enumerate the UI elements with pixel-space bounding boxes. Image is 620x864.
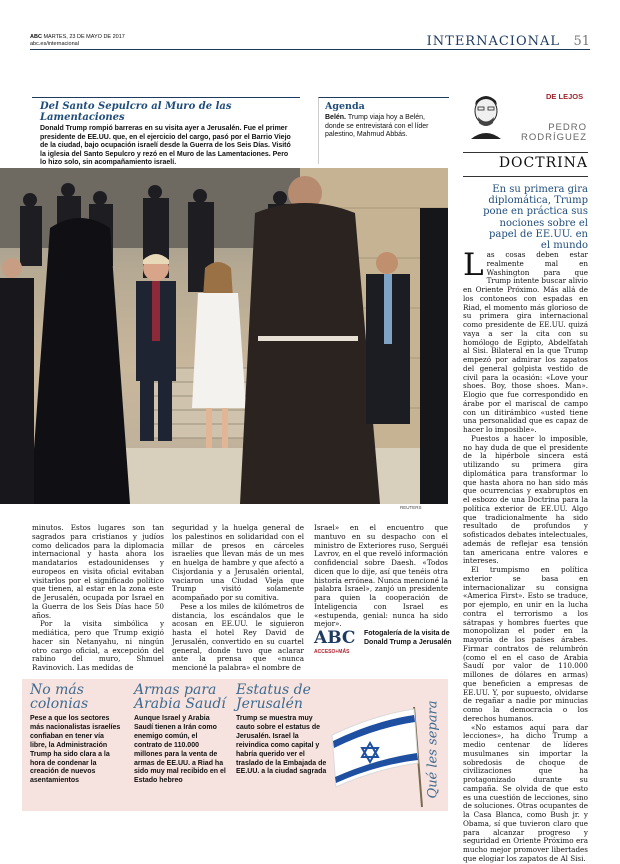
page-header-meta <box>30 34 125 48</box>
body-paragraph: seguridad y la huelga general de los palestinos en solidaridad con el millar de presos en cárceles israelíes que llevan más de un mes en huelga de hambre y que afectó a Cisjordania y a Jerusalén oriental, vaciaron una Ciudad Vieja que Trump visitó solamente acompañado por su comitiva. <box>172 523 304 602</box>
comparison-text: Pese a que los sectores más nacionalistas israelíes confiaban en tener vía libre, la Administración Trump ha sido clara a la hora de condenar la creación de nuevos asentamientos <box>30 715 121 785</box>
israel-flag-illustration <box>330 705 424 809</box>
photo-credit: REUTERS <box>400 505 422 510</box>
vertical-label-text: Qué les separa <box>425 700 441 799</box>
abc-access-label: ACCESO+MÁS <box>314 649 350 655</box>
body-paragraph: Pese a los miles de kilómetros de distancia, los escándalos que le acosan en EE.UU. le siguieron hasta el hotel Rey David de Jerusalén, convertido en su cuartel general, donde tuvo que aclarar ante la prensa que «nunca mencioné la palabra» el nombre de <box>172 601 304 672</box>
lead-title: Del Santo Sepulcro al Muro de las Lamentaciones <box>40 101 232 123</box>
section-title: INTERNACIONAL <box>426 34 560 49</box>
comparison-text: Aunque Israel y Arabia Saudí tienen a Irán como enemigo común, el contrato de 110.000 millones para la venta de armas de EE.UU. a Riad ha sido muy mal recibido en el Estado hebreo <box>134 715 226 785</box>
column-title: DOCTRINA <box>463 152 588 171</box>
page-number: 51 <box>573 34 590 49</box>
agenda-box <box>318 97 449 164</box>
column-paragraph: «No estamos aquí para dar lecciones», ha dicho Trump a medio centenar de líderes musulmanes sin importar la sobredosis de choque de civilizaciones que ha protagonizado durante su campaña. Se olvida de que esto es una cuestión de lecciones, sino de soluciones. Otras ocupantes de la Casa Blanca, como Bush jr. y Obama, sí que tuvieron claro que para alcanzar progreso y seguridad en Oriente Próximo era mucho mejor promover libertades que elogiar los zapatos de Al Sisi. <box>463 722 588 863</box>
column-paragraph <box>463 247 588 435</box>
column-body <box>463 247 588 864</box>
photo-illustration <box>0 168 448 504</box>
column-paragraph: El trumpismo en política exterior se basa en internacionalizar su consigna «America First». Esto se traduce, por ejemplo, en unir en la lucha contra el terrorismo a los sátrapas y hombres fuertes que monopolizan el poder en la mayoría de los países árabes. Firmar contratos de relumbrón (como el en el caso de Arabia Saudí por valor de 110.000 millones de dólares en armas) que beneficien a empresas de EE.UU. Y, por supuesto, olvidarse de regañar a nadie por minucias como la democracia o los derechos humanos. <box>463 565 588 723</box>
comparison-title: Estatus de Jerusalén <box>236 682 311 712</box>
body-paragraph: minutos. Estos lugares son tan sagrados para cristianos y judíos como delicados para la diplomacia internacional y hasta ahora los mandatarios estadounidenses y europeos en visita oficial evitaban visitarlos por el significado político que tienen, al estar en la zona este de Jerusalén, ocupada por Israel en la Guerra de los Seis Días hace 50 años. <box>32 523 164 620</box>
section-url: abc.es/internacional <box>30 41 79 47</box>
column-kicker: DE LEJOS <box>546 92 584 101</box>
column-author <box>507 123 587 143</box>
author-last-name: RODRÍGUEZ <box>521 132 587 143</box>
comparison-vertical-label <box>425 690 439 806</box>
main-photo <box>0 168 448 504</box>
comparison-box <box>22 679 448 811</box>
body-column-2 <box>172 524 304 673</box>
agenda-title: Agenda <box>325 101 365 112</box>
lead-box <box>32 97 300 167</box>
comparison-item <box>236 683 328 777</box>
body-paragraph: Por la visita simbólica y mediática, pero que Trump exigió hacer sin Netanyahu, ni ningún otro cargo oficial, a excepción del rabino del muro, Shmuel Ravinovich. Las medidas de <box>32 619 164 672</box>
column-subtitle: En su primera gira diplomática, Trump pone en práctica sus nociones sobre el papel de EE.UU. en el mundo <box>483 184 588 252</box>
comparison-title: Armas para Arabia Saudí <box>134 682 226 712</box>
body-column-1 <box>32 524 164 673</box>
column-rule <box>463 176 588 177</box>
agenda-text <box>325 114 443 140</box>
comparison-item <box>30 683 122 786</box>
comparison-item <box>134 683 226 786</box>
paper-name: ABC <box>30 34 42 40</box>
column-paragraph-text: as cosas deben estar realmente mal en Washington para que Trump intente buscar alivio en Oriente Próximo. Más allá de los contoneos con espadas en Riad, el momento más glorioso de su primera gira internacional como presidente de EE.UU. quizá vaya a ser la cita con su homólogo de Egipto, Abdelfatah al Sisi. Bilateral en la que Trump empezó por admirar los zapatos del general golpista vestido de civil para la ocasión: «Love your shoes. Boy, those shoes. Man». Elogio que fue correspondido en árabe por el mariscal de campo con un ditirámbico «usted tiene una personalidad que es capaz de hacer lo imposible». <box>463 250 588 434</box>
abc-promo-text: Fotogalería de la visita de Donald Trump a Jerusalén <box>364 630 452 646</box>
agenda-body: Trump viaja hoy a Belén, donde se entrevistará con el líder palestino, Mahmud Abbás. <box>325 114 429 139</box>
body-column-3 <box>314 524 448 629</box>
issue-date: MARTES, 23 DE MAYO DE 2017 <box>43 34 125 40</box>
drop-cap: L <box>463 247 484 283</box>
abc-promo[interactable] <box>314 630 454 660</box>
author-portrait <box>467 93 505 139</box>
author-first-name: PEDRO <box>548 122 587 133</box>
body-paragraph: Israel» en el encuentro que mantuvo en su despacho con el ministro de Exteriores ruso, Serguéi Lavrov, en el que reveló información confidencial sobre Daesh. «Todos dicen que lo dije, así que tenéis otra historia errónea. Nunca mencioné la palabra Israel», zanjó un presidente para quien la cooperación de Inteligencia con Israel es «estupenda, genial: nunca ha sido mejor». <box>314 523 448 629</box>
column-paragraph: Puestos a hacer lo imposible, no hay duda de que el presidente de la hipérbole sincera está utilizando su primera gira diplomática para transformar lo que hasta ahora no han sido más que ocurrencias y exabruptos en el esbozo de una Doctrina para la política exterior de EE.UU. Algo que tradicionalmente ha sido resultado de profundos y sofisticados debates intelectuales, además de reflejar esa tensión tan americana entre valores e intereses. <box>463 433 588 566</box>
abc-logo: ABC <box>314 628 356 648</box>
lead-text: Donald Trump rompió barreras en su visita ayer a Jerusalén. Fue el primer presidente de EE.UU. que, en el ejercicio del cargo, pasó por el Barrio Viejo de la ciudad, bajo ocupación israelí desde la Guerra de los Seis Días. Visitó la iglesia del Santo Sepulcro y rezó en el Muro de las Lamentaciones. Pero lo hizo solo, sin acompañamiento israelí. <box>40 125 291 167</box>
comparison-text: Trump se muestra muy cauto sobre el estatus de Jerusalén. Israel la reivindica como capital y habría querido ver el traslado de la Embajada de EE.UU. a la ciudad sagrada <box>236 715 327 776</box>
header-rule <box>30 49 590 50</box>
comparison-title: No más colonias <box>30 682 89 712</box>
agenda-label: Belén. <box>325 114 347 121</box>
